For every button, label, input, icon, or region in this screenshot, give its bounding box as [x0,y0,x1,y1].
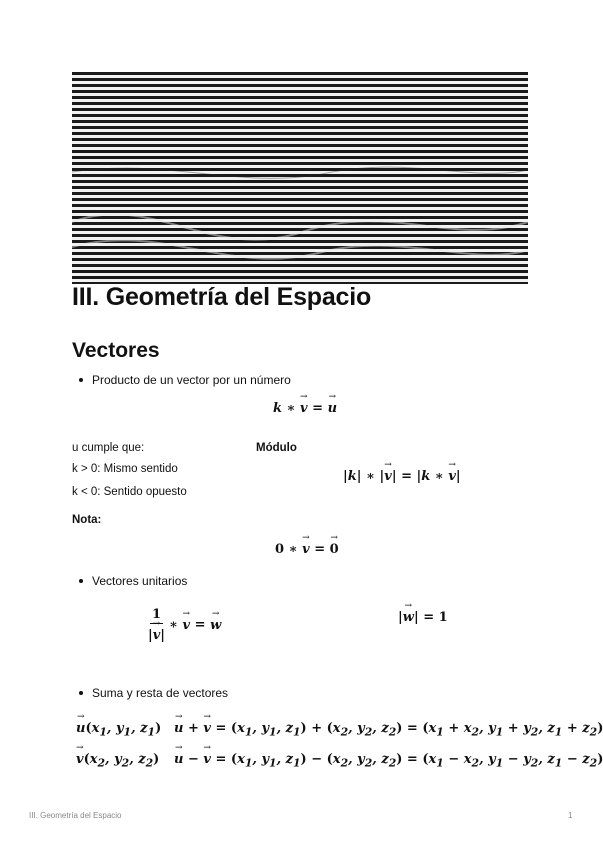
bullet-dot-icon [79,378,83,382]
bullet-label: Suma y resta de vectores [92,686,229,700]
equation-sum: → u + → $v = (x_1$, $y_1$, $z_1) + (x_2$, $y_2$, $z_2) = (x_1 + x_2$, $y_1 + y_2$, $z_1 + z_2$) [174,721,603,739]
equation-unit-vector: $\frac{1}{|\to v|}$ ∗ → v = → w [148,607,221,643]
equation-difference: → u − → $v = (x_1$, $y_1$, $z_1) - (x_2$, $y_2$, $z_2) = (x_1 - x_2$, $y_1 - y_2$, $z_1 - z_2$) [174,752,603,770]
page-title: III. Geometría del Espacio [72,283,372,311]
bullet-label: Producto de un vector por un número [92,373,291,387]
equation-modulo: |k| ∗ |→ v| = |k ∗ → v| [343,469,461,484]
text-nota: Nota: [72,514,102,526]
vector-v-def: → $v(x_2$, $y_2$, $z_2$) [76,752,159,770]
bullet-unitarios [79,574,187,588]
bullet-producto [79,373,291,387]
section-heading: Vectores [72,339,160,362]
vector-u-def: → $u(x_1$, $y_1$, $z_1$) [76,721,161,739]
bullet-label: Vectores unitarios [92,574,188,588]
striped-wave-icon [72,72,528,284]
footer-title: III. Geometría del Espacio [29,811,122,820]
text-modulo: Módulo [256,442,297,454]
bullet-suma-resta [79,686,228,700]
text-k-positive: k > 0: Mismo sentido [72,463,178,475]
text-k-negative: k < 0: Sentido opuesto [72,486,187,498]
equation-unit-modulo: |→ w| = 1 [398,610,448,625]
equation-zero: 0 ∗ → v = → 0 [275,542,339,557]
cover-image [72,72,528,284]
equation-product: k ∗ → v = → u [273,401,337,416]
bullet-dot-icon [79,579,83,583]
page-number: 1 [568,811,573,820]
text-cumple: u cumple que: [72,442,145,454]
bullet-dot-icon [79,691,83,695]
